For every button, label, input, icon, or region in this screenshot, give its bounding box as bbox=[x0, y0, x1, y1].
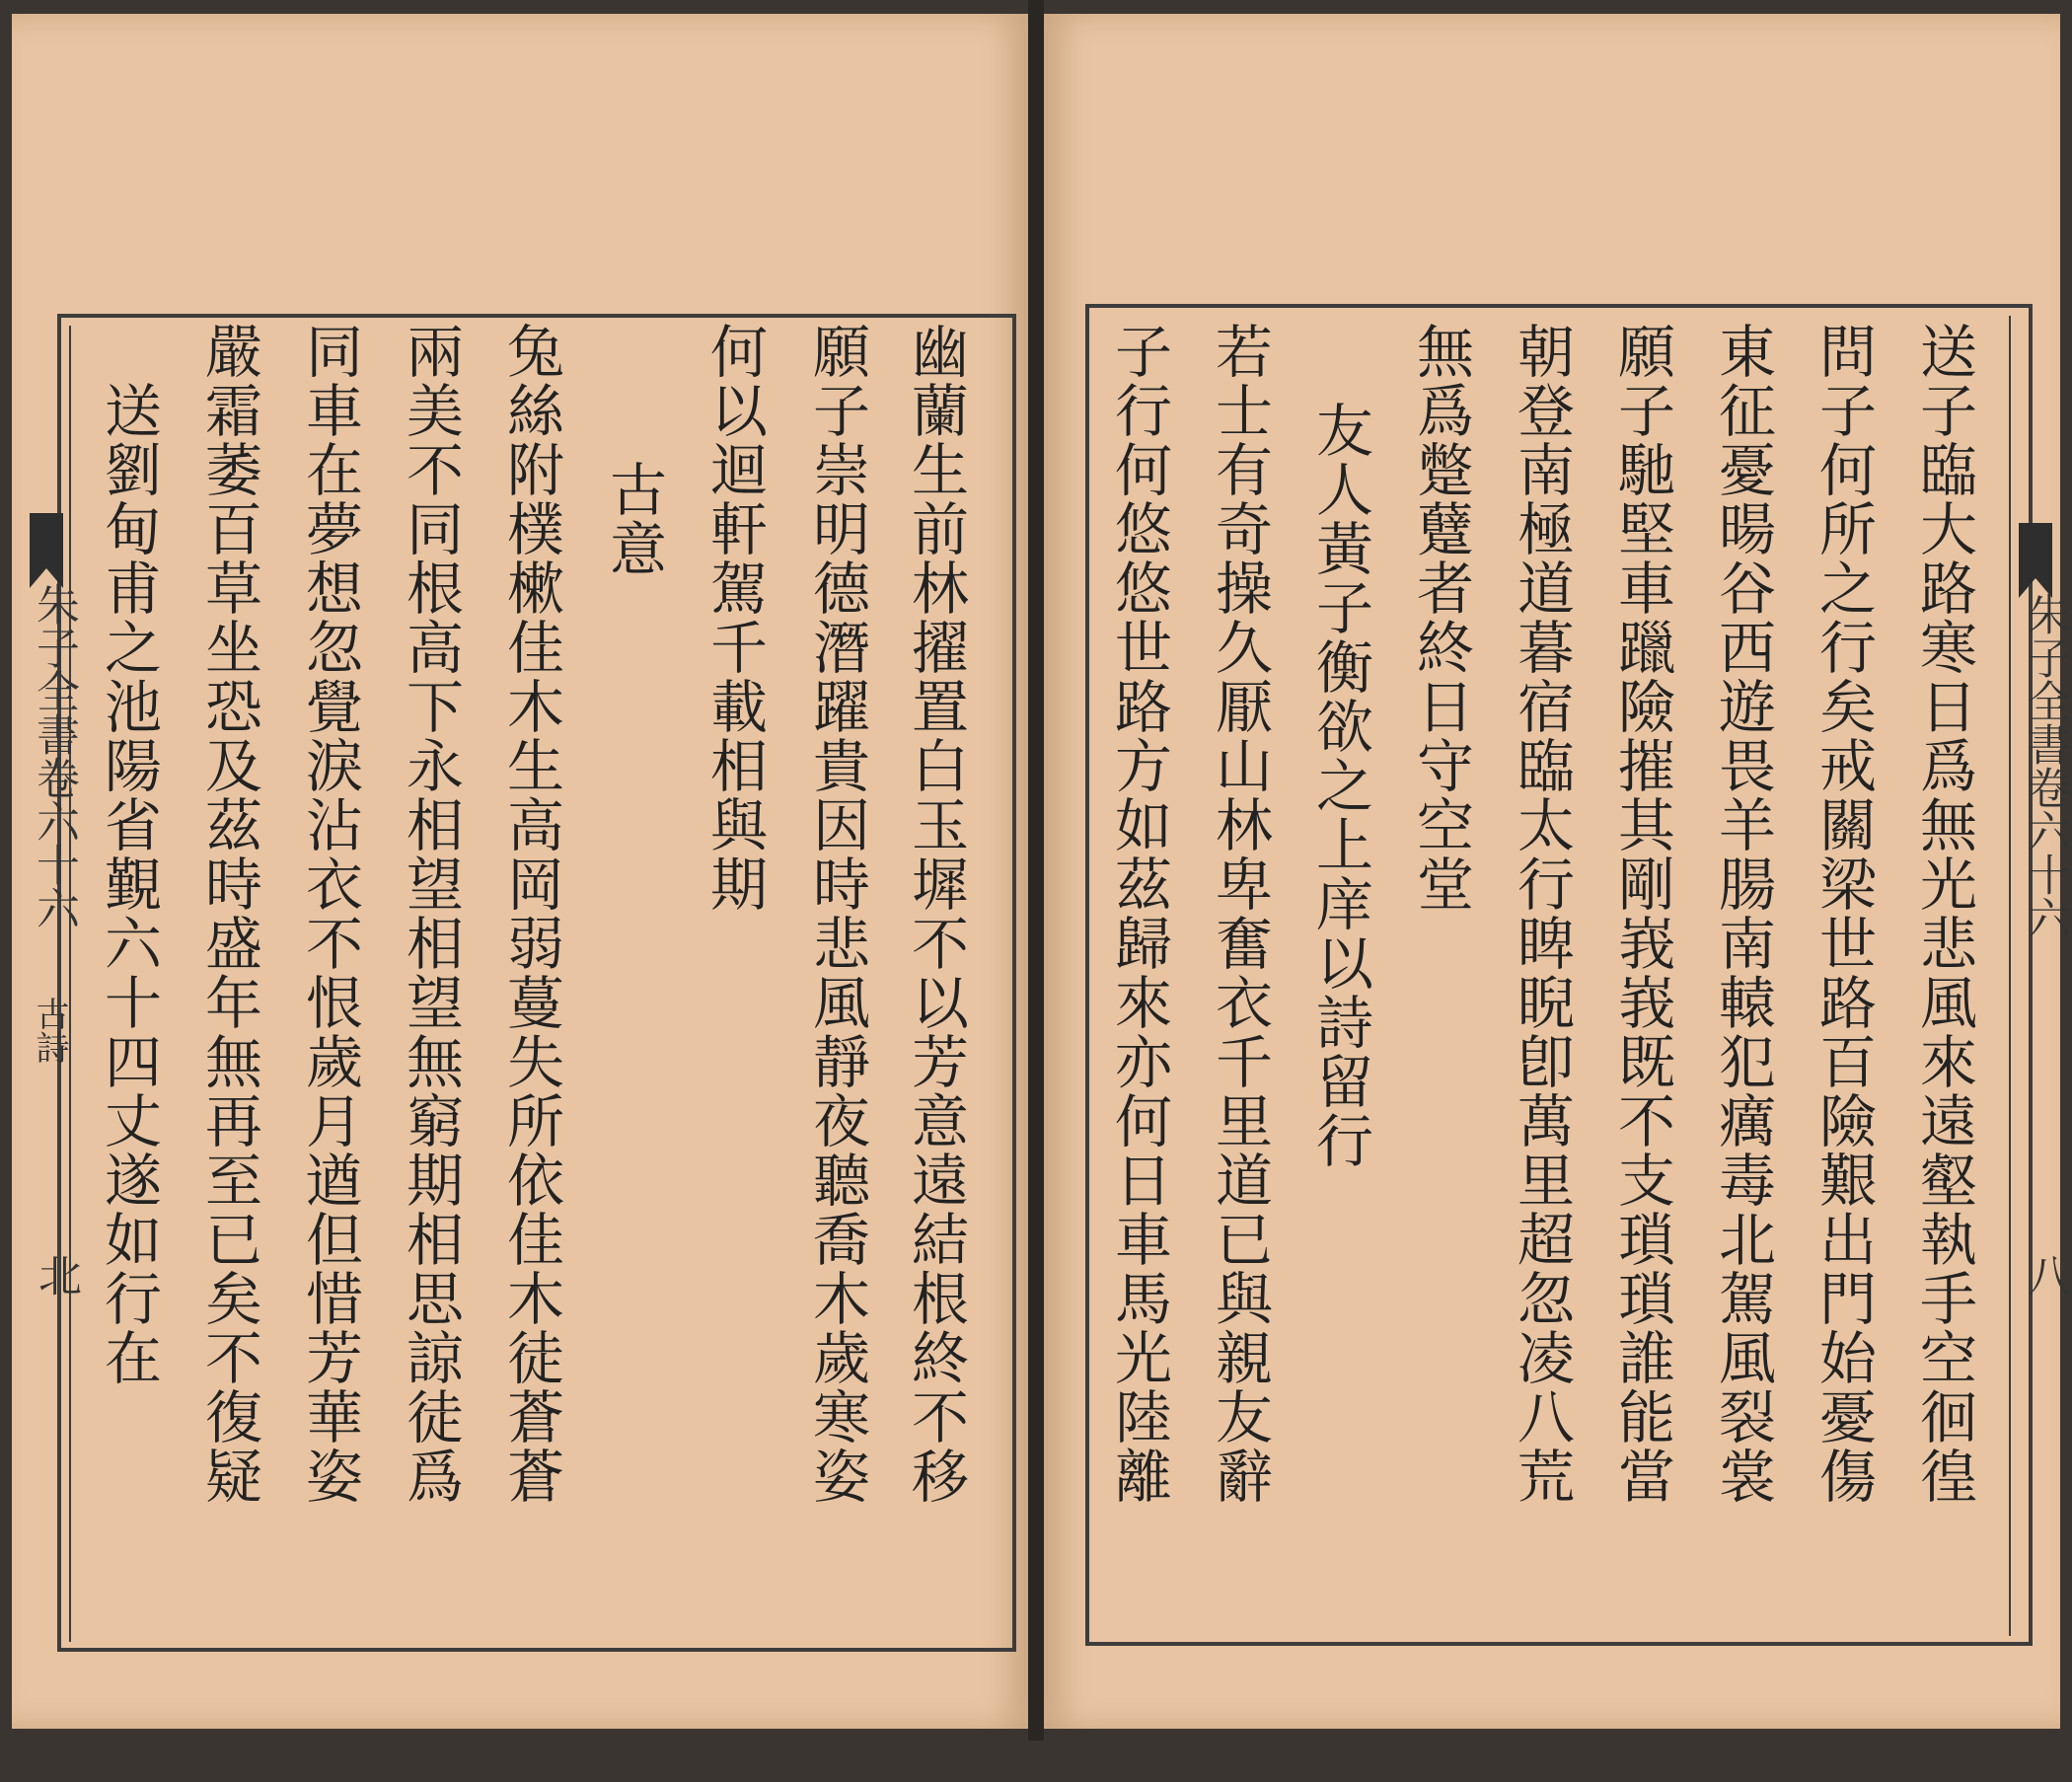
text-column: 朝登南極道暮宿臨太行睥睨卽萬里超忽凌八荒 bbox=[1508, 322, 1575, 1506]
text-column: 若士有奇操久厭山林卑奮衣千里道已與親友辭 bbox=[1206, 322, 1273, 1506]
left-margin-page: 北 bbox=[31, 1253, 81, 1297]
text-column: 願子馳堅車躐險摧其剛峩峩既不支瑣瑣誰能當 bbox=[1608, 322, 1675, 1506]
left-margin-title: 朱子全書卷六十六 bbox=[29, 582, 79, 929]
text-column: 送子臨大路寒日爲無光悲風來遠壑執手空徊徨 bbox=[1910, 322, 1977, 1506]
fish-tail-mark bbox=[30, 513, 63, 568]
text-column: 無爲蹩躠者終日守空堂 bbox=[1407, 322, 1474, 914]
book-gutter bbox=[1028, 0, 1044, 1741]
text-column: 何以迴軒駕千載相與期 bbox=[701, 322, 768, 914]
right-margin-rule bbox=[2009, 316, 2011, 1636]
right-margin-page: 八 bbox=[2020, 1253, 2070, 1297]
text-column: 同車在夢想忽覺淚沾衣不恨歲月遒但惜芳華姿 bbox=[296, 322, 363, 1506]
right-margin-title: 朱子全書卷六十六 bbox=[2020, 592, 2070, 939]
text-column: 願子崇明德潛躍貴因時悲風靜夜聽喬木歲寒姿 bbox=[803, 322, 870, 1506]
poem-title: 古意 bbox=[600, 460, 667, 578]
text-column: 子行何悠悠世路方如茲歸來亦何日車馬光陸離 bbox=[1105, 322, 1172, 1506]
text-column: 問子何所之行矣戒關梁世路百險艱出門始憂傷 bbox=[1810, 322, 1877, 1506]
poem-title: 送劉甸甫之池陽省覲六十四丈遂如行在 bbox=[95, 381, 162, 1387]
text-column: 兔絲附樸樕佳木生高岡弱蔓失所依佳木徒蒼蒼 bbox=[497, 322, 564, 1506]
text-column: 幽蘭生前林擢置白玉墀不以芳意遠結根終不移 bbox=[902, 322, 969, 1506]
poem-title: 友人黃子衡欲之上庠以詩留行 bbox=[1306, 401, 1373, 1170]
text-column: 嚴霜萎百草坐恐及茲時盛年無再至已矣不復疑 bbox=[195, 322, 262, 1506]
text-column: 兩美不同根高下永相望相望無窮期相思諒徒爲 bbox=[397, 322, 464, 1506]
text-column: 東征憂暘谷西遊畏羊腸南轅犯癘毒北駕風裂裳 bbox=[1709, 322, 1776, 1506]
fish-tail-mark bbox=[2019, 523, 2052, 578]
left-margin-rule bbox=[69, 326, 71, 1642]
left-margin-section: 古詩 bbox=[30, 997, 69, 1064]
